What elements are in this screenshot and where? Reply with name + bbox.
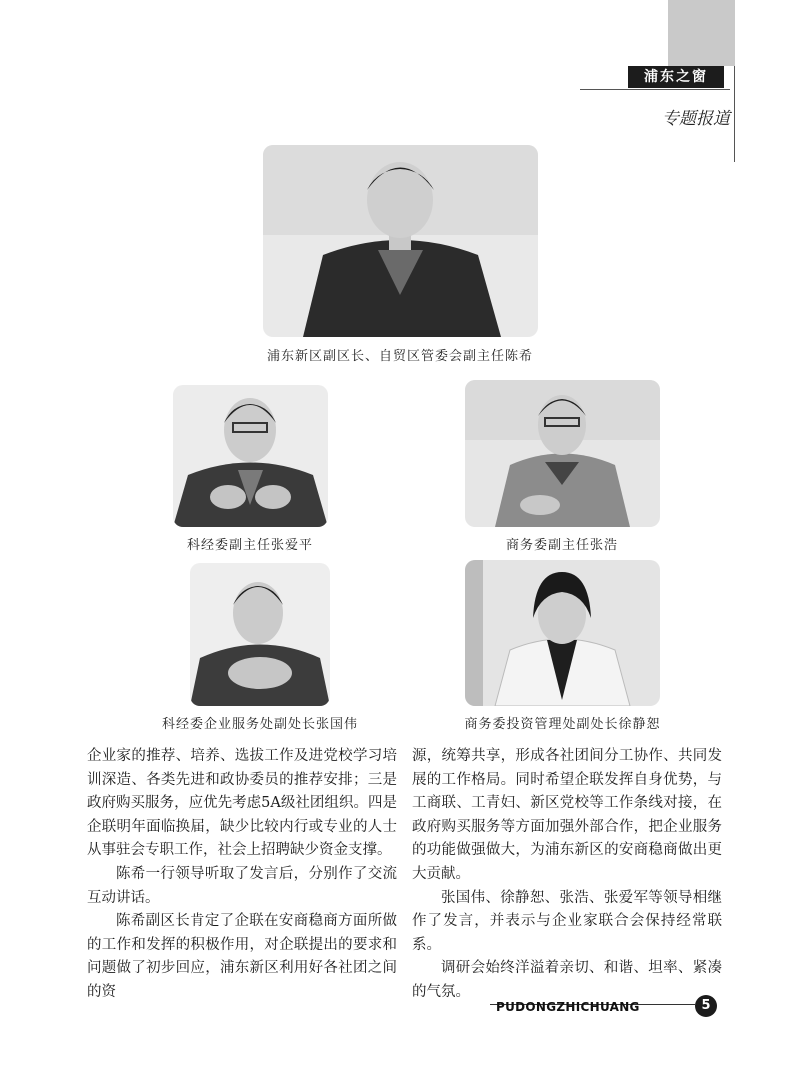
header-vertical-rule (734, 66, 735, 162)
article-paragraph: 调研会始终洋溢着亲切、和谐、坦率、紧凑的气氛。 (412, 960, 722, 1000)
photo-zhang-aiping (173, 385, 328, 527)
article-paragraph: 源，统筹共享，形成各社团间分工协作、共同发展的工作格局。同时希望企联发挥自身优势，与工商联、工青妇、新区党校等工作条线对接，在政府购买服务等方面加强外部合作，把企业服务的功能做强做大，为浦东新区的安商稳商做出更大贡献。 (412, 748, 722, 882)
photo-chen-xi (263, 145, 538, 337)
page-number: 5 (695, 995, 717, 1017)
article-paragraph: 企业家的推荐、培养、选拔工作及进党校学习培训深造、各类先进和政协委员的推荐安排；三是政府购买服务，应优先考虑5A级社团组织。四是企联明年面临换届，缺少比较内行或专业的人士从事驻会专职工作，社会上招聘缺少资金支撑。 (87, 748, 397, 859)
article-paragraph: 张国伟、徐静恕、张浩、张爱军等领导相继作了发言，并表示与企业家联合会保持经常联系。 (412, 889, 722, 953)
header-rule (580, 89, 730, 90)
article-paragraph: 陈希一行领导听取了发言后，分别作了交流互动讲话。 (87, 865, 397, 906)
photo-zhang-hao (465, 380, 660, 527)
article-paragraph: 陈希副区长肯定了企联在安商稳商方面所做的工作和发挥的积极作用，对企联提出的要求和问题做了初步回应，浦东新区利用好各社团之间的资 (87, 913, 397, 1000)
photo-zhang-guowei (190, 563, 330, 706)
caption-zhang-hao: 商务委副主任张浩 (505, 538, 618, 553)
article-column-left (87, 745, 397, 1005)
caption-zhang-aiping: 科经委副主任张爱平 (186, 538, 313, 553)
magazine-brand: 浦东之窗 (628, 66, 724, 88)
caption-zhang-guowei: 科经委企业服务处副处长张国伟 (161, 717, 358, 732)
caption-chen-xi: 浦东新区副区长、自贸区管委会副主任陈希 (266, 349, 533, 364)
article-column-right (412, 745, 722, 1005)
header-gray-tab (668, 0, 735, 66)
photo-xu-jingshu (465, 560, 660, 706)
footer-magazine-name: PUDONGZHICHUANG (496, 1000, 640, 1014)
section-title: 专题报道 (662, 109, 730, 129)
caption-xu-jingshu: 商务委投资管理处副处长徐静恕 (464, 717, 661, 732)
